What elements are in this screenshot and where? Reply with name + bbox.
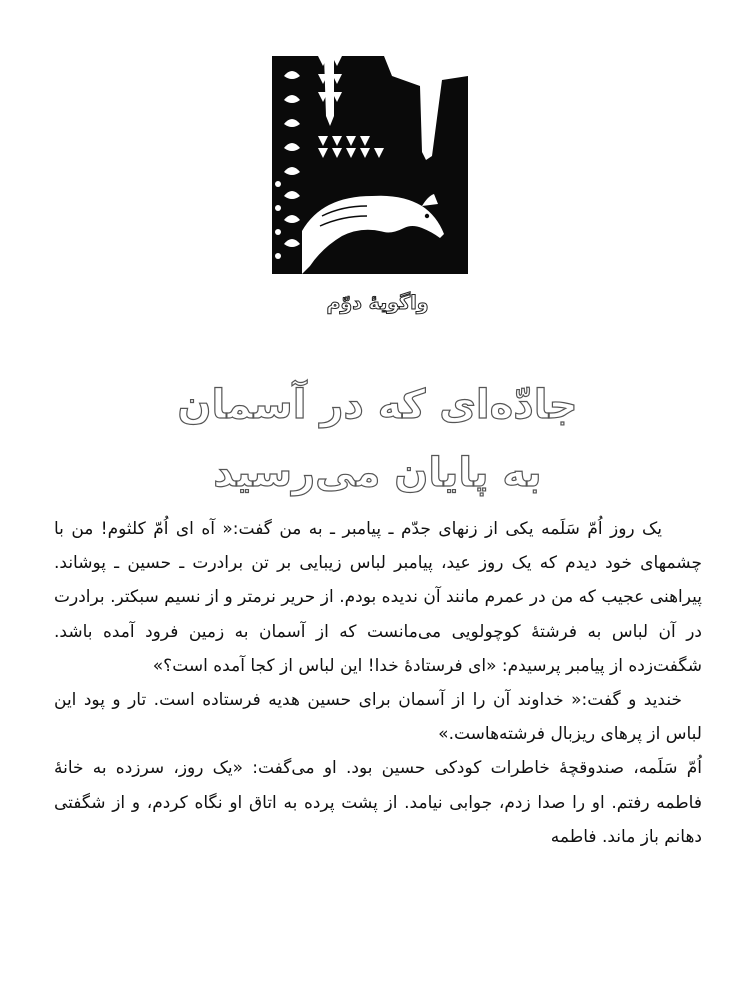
paragraph-3: اُمّ سَلَمه، صندوقچهٔ خاطرات کودکی حسین بود. او می‌گفت: «یک روز، سرزده به خانهٔ فاطمه رفتم. او را صدا زدم، جوابی نیامد. از پشت پرده به اتاق او نگاه کردم، و از شگفتی دهانم باز ماند. فاطمه xyxy=(54,758,702,847)
body-text xyxy=(54,512,702,854)
chapter-subtitle: واگویهٔ دوّم xyxy=(326,292,429,314)
paragraph-2: خندید و گفت:« خداوند آن را از آسمان برای حسین هدیه فرستاده است. تار و پود این لباس از پرهای ریزبال فرشته‌هاست.» xyxy=(54,690,702,745)
paragraph-1: یک روز اُمّ سَلَمه یکی از زنهای جدّم ـ پیامبر ـ به من گفت:« آه ای اُمّ کلثوم! من با چشمهای خود دیدم که یک روز عید، پیامبر لباس زیبایی بر تن برادرت ـ حسین ـ پوشاند. پیراهنی عجیب که من در عمرم مانند آن ندیده بودم. از حریر نرمتر و از نسیم سبکتر. برادرت در آن لباس به فرشتهٔ کوچولویی می‌مانست که از آسمان به زمین فرود آمده باشد. شگفت‌زده از پیامبر پرسیدم: «ای فرستادهٔ خدا! این لباس از کجا آمده است؟» xyxy=(54,519,702,676)
chapter-title-line-2: به پایان می‌رسید xyxy=(213,450,542,496)
chapter-title-line-1: جادّه‌ای که در آسمان xyxy=(177,382,578,428)
horse-illustration-icon xyxy=(272,56,468,274)
